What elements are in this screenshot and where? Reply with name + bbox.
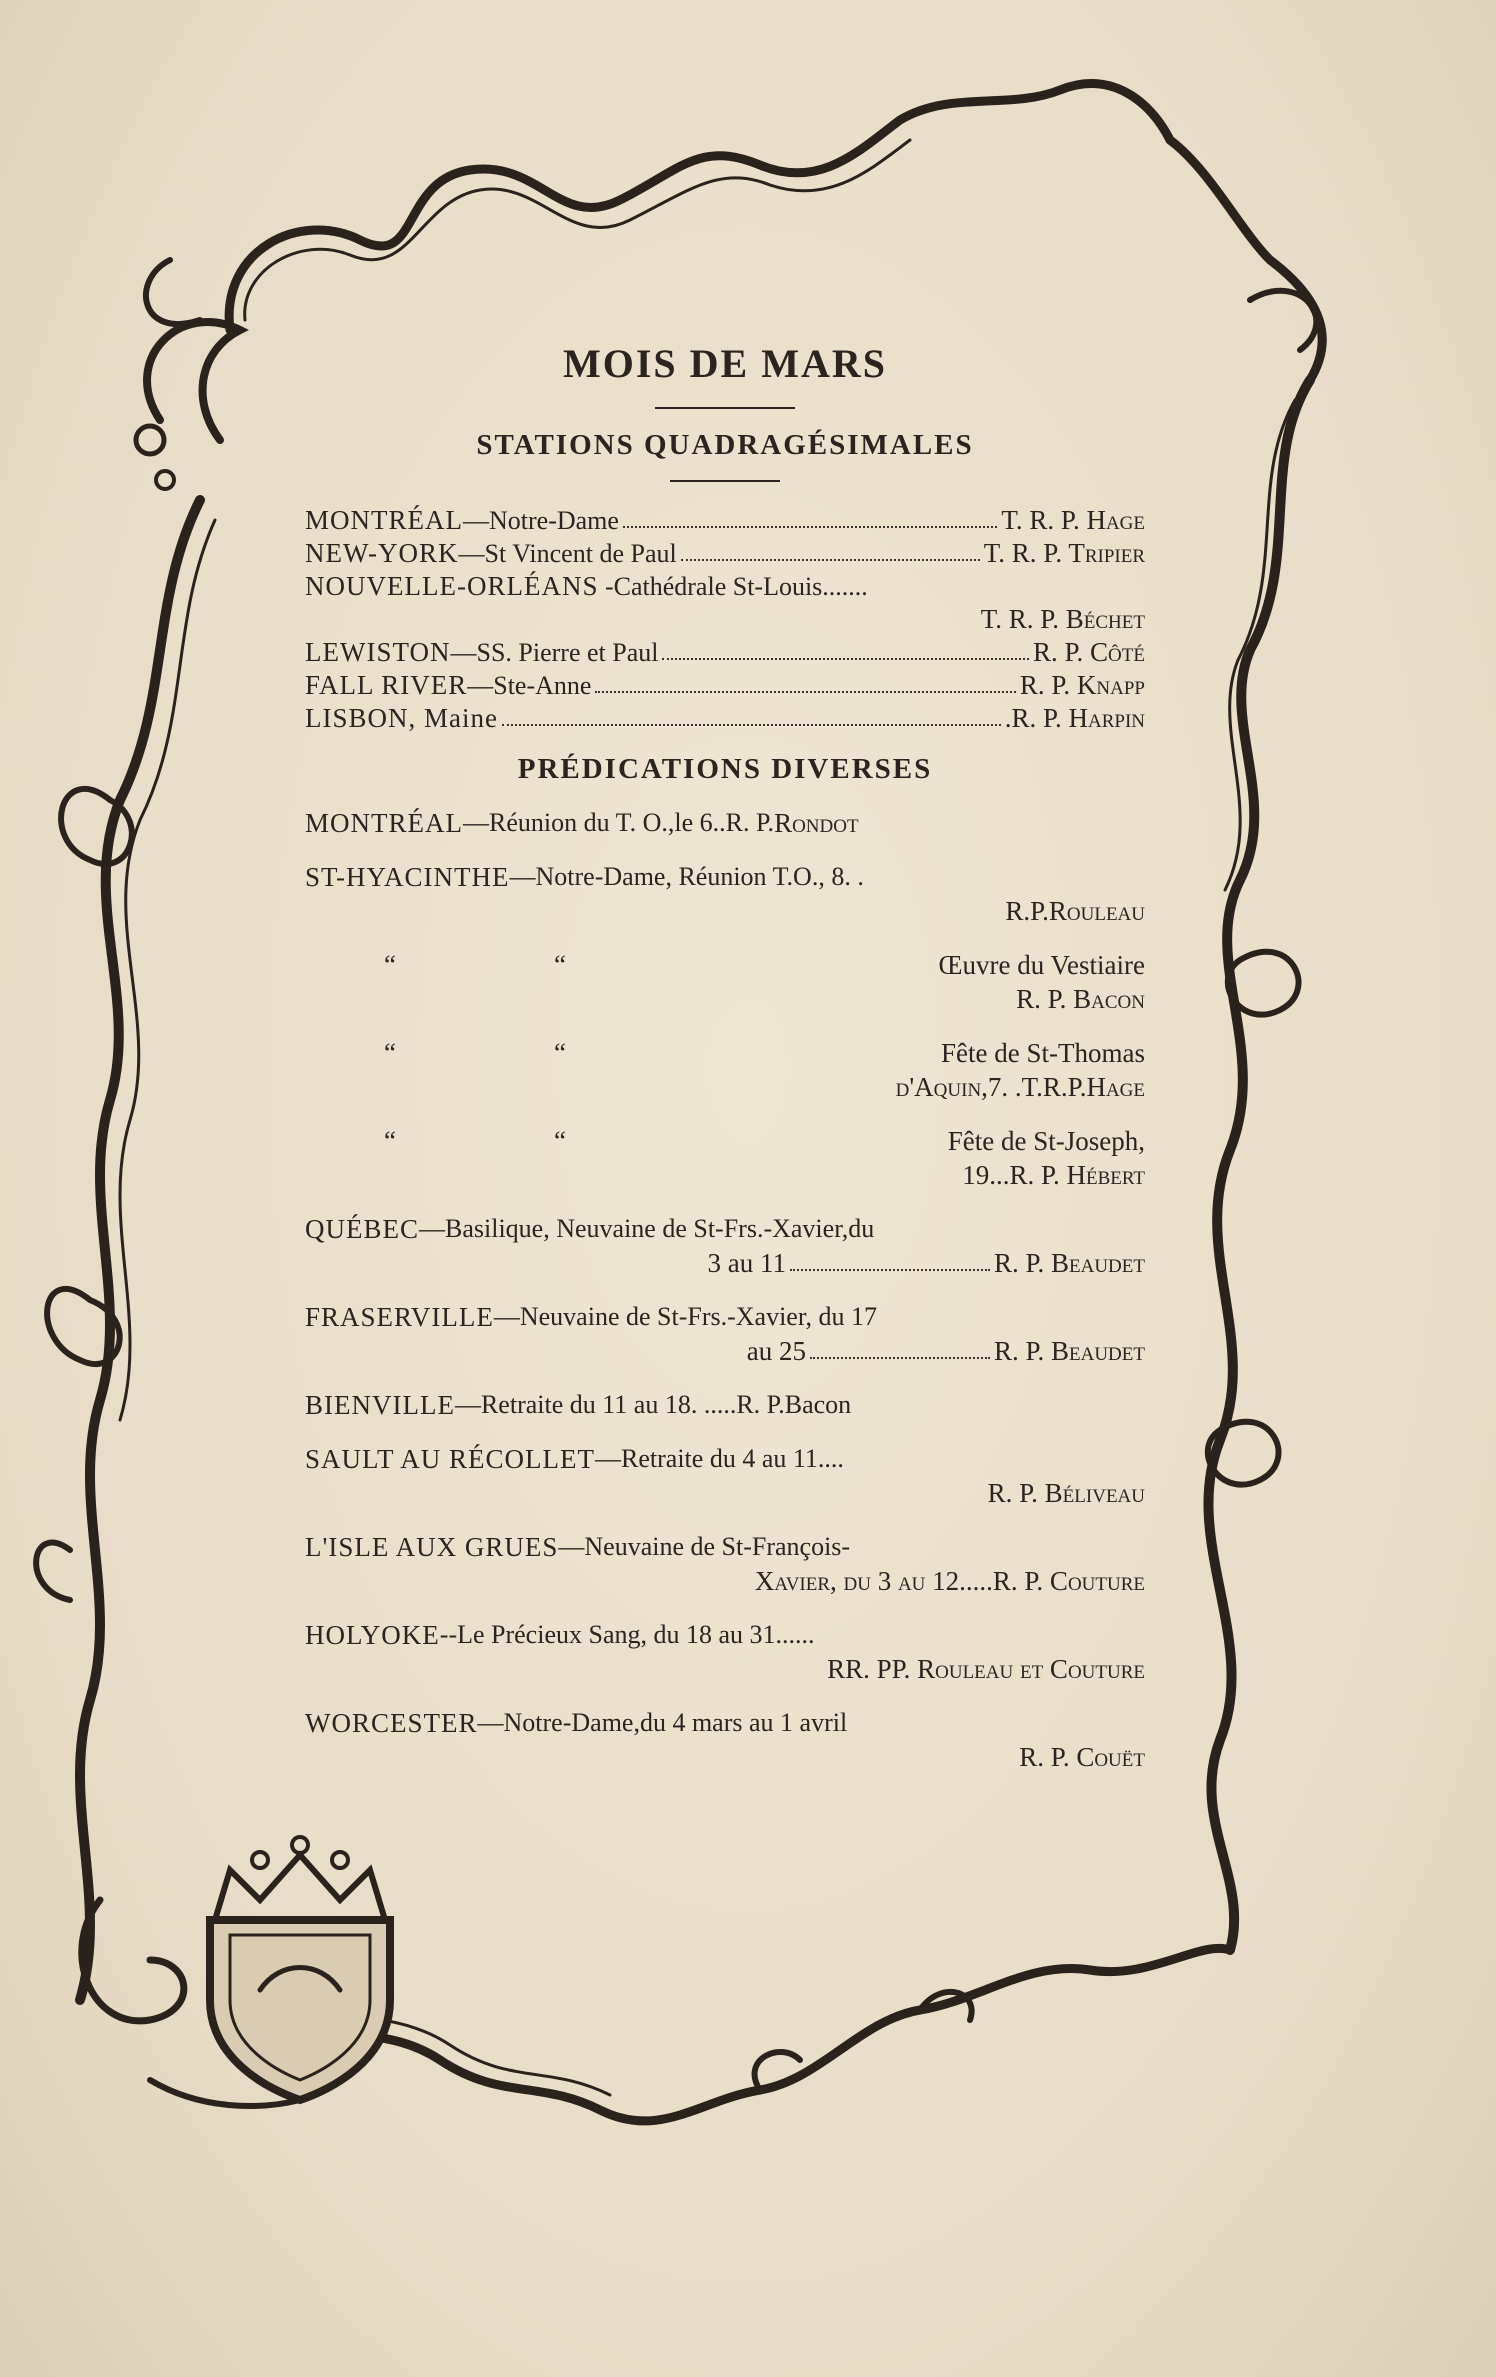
ditto-entry: “ “ Fête de St-Joseph, 19...R. P. Hébert xyxy=(384,1126,1145,1190)
ditto-entry: “ “ Fête de St-Thomas d'Aquin,7. .T.R.P.Hage xyxy=(384,1038,1145,1102)
section-stations-heading: STATIONS QUADRAGÉSIMALES xyxy=(476,429,974,461)
station-row: LEWISTON—SS. Pierre et Paul R. P. Côté xyxy=(305,637,1145,667)
station-row: MONTRÉAL—Notre-Dame T. R. P. Hage xyxy=(305,505,1145,535)
predication-entry: L'ISLE AUX GRUES —Neuvaine de St-François- Xavier, du 3 au 12.....R. P. Couture xyxy=(305,1532,1145,1596)
predication-entry: ST-HYACINTHE —Notre-Dame, Réunion T.O., 8. . R.P.Rouleau xyxy=(305,862,1145,926)
predication-entry: HOLYOKE --Le Précieux Sang, du 18 au 31...... RR. PP. Rouleau et Couture xyxy=(305,1620,1145,1684)
station-row: FALL RIVER—Ste-Anne R. P. Knapp xyxy=(305,670,1145,700)
predication-entry: FRASERVILLE —Neuvaine de St-Frs.-Xavier, du 17 au 25 R. P. Beaudet xyxy=(305,1302,1145,1366)
predication-entry: MONTRÉAL —Réunion du T. O.,le 6..R. P. Rondot xyxy=(305,808,859,838)
station-row: NOUVELLE-ORLÉANS -Cathédrale St-Louis....... xyxy=(305,571,868,601)
predication-entry: SAULT AU RÉCOLLET —Retraite du 4 au 11.... R. P. Béliveau xyxy=(305,1444,1145,1508)
predication-entry: QUÉBEC —Basilique, Neuvaine de St-Frs.-Xavier,du 3 au 11 R. P. Beaudet xyxy=(305,1214,1145,1278)
section-rule xyxy=(670,480,780,482)
predication-entry: WORCESTER —Notre-Dame,du 4 mars au 1 avril R. P. Couët xyxy=(305,1708,1145,1772)
stations-list xyxy=(305,504,1145,735)
content xyxy=(305,340,1145,1774)
station-row: NEW-YORK—St Vincent de Paul T. R. P. Tripier xyxy=(305,538,1145,568)
station-row: LISBON, Maine .R. P. Harpin xyxy=(305,703,1145,733)
predication-entry: BIENVILLE —Retraite du 11 au 18. .....R. P.Bacon xyxy=(305,1390,852,1420)
title-rule xyxy=(655,407,795,409)
section-predications-heading: PRÉDICATIONS DIVERSES xyxy=(517,753,933,785)
page-title: MOIS DE MARS xyxy=(562,341,888,386)
ditto-entry: “ “ Œuvre du Vestiaire R. P. Bacon xyxy=(384,950,1145,1014)
station-row-continued: T. R. P. Béchet xyxy=(980,604,1145,634)
